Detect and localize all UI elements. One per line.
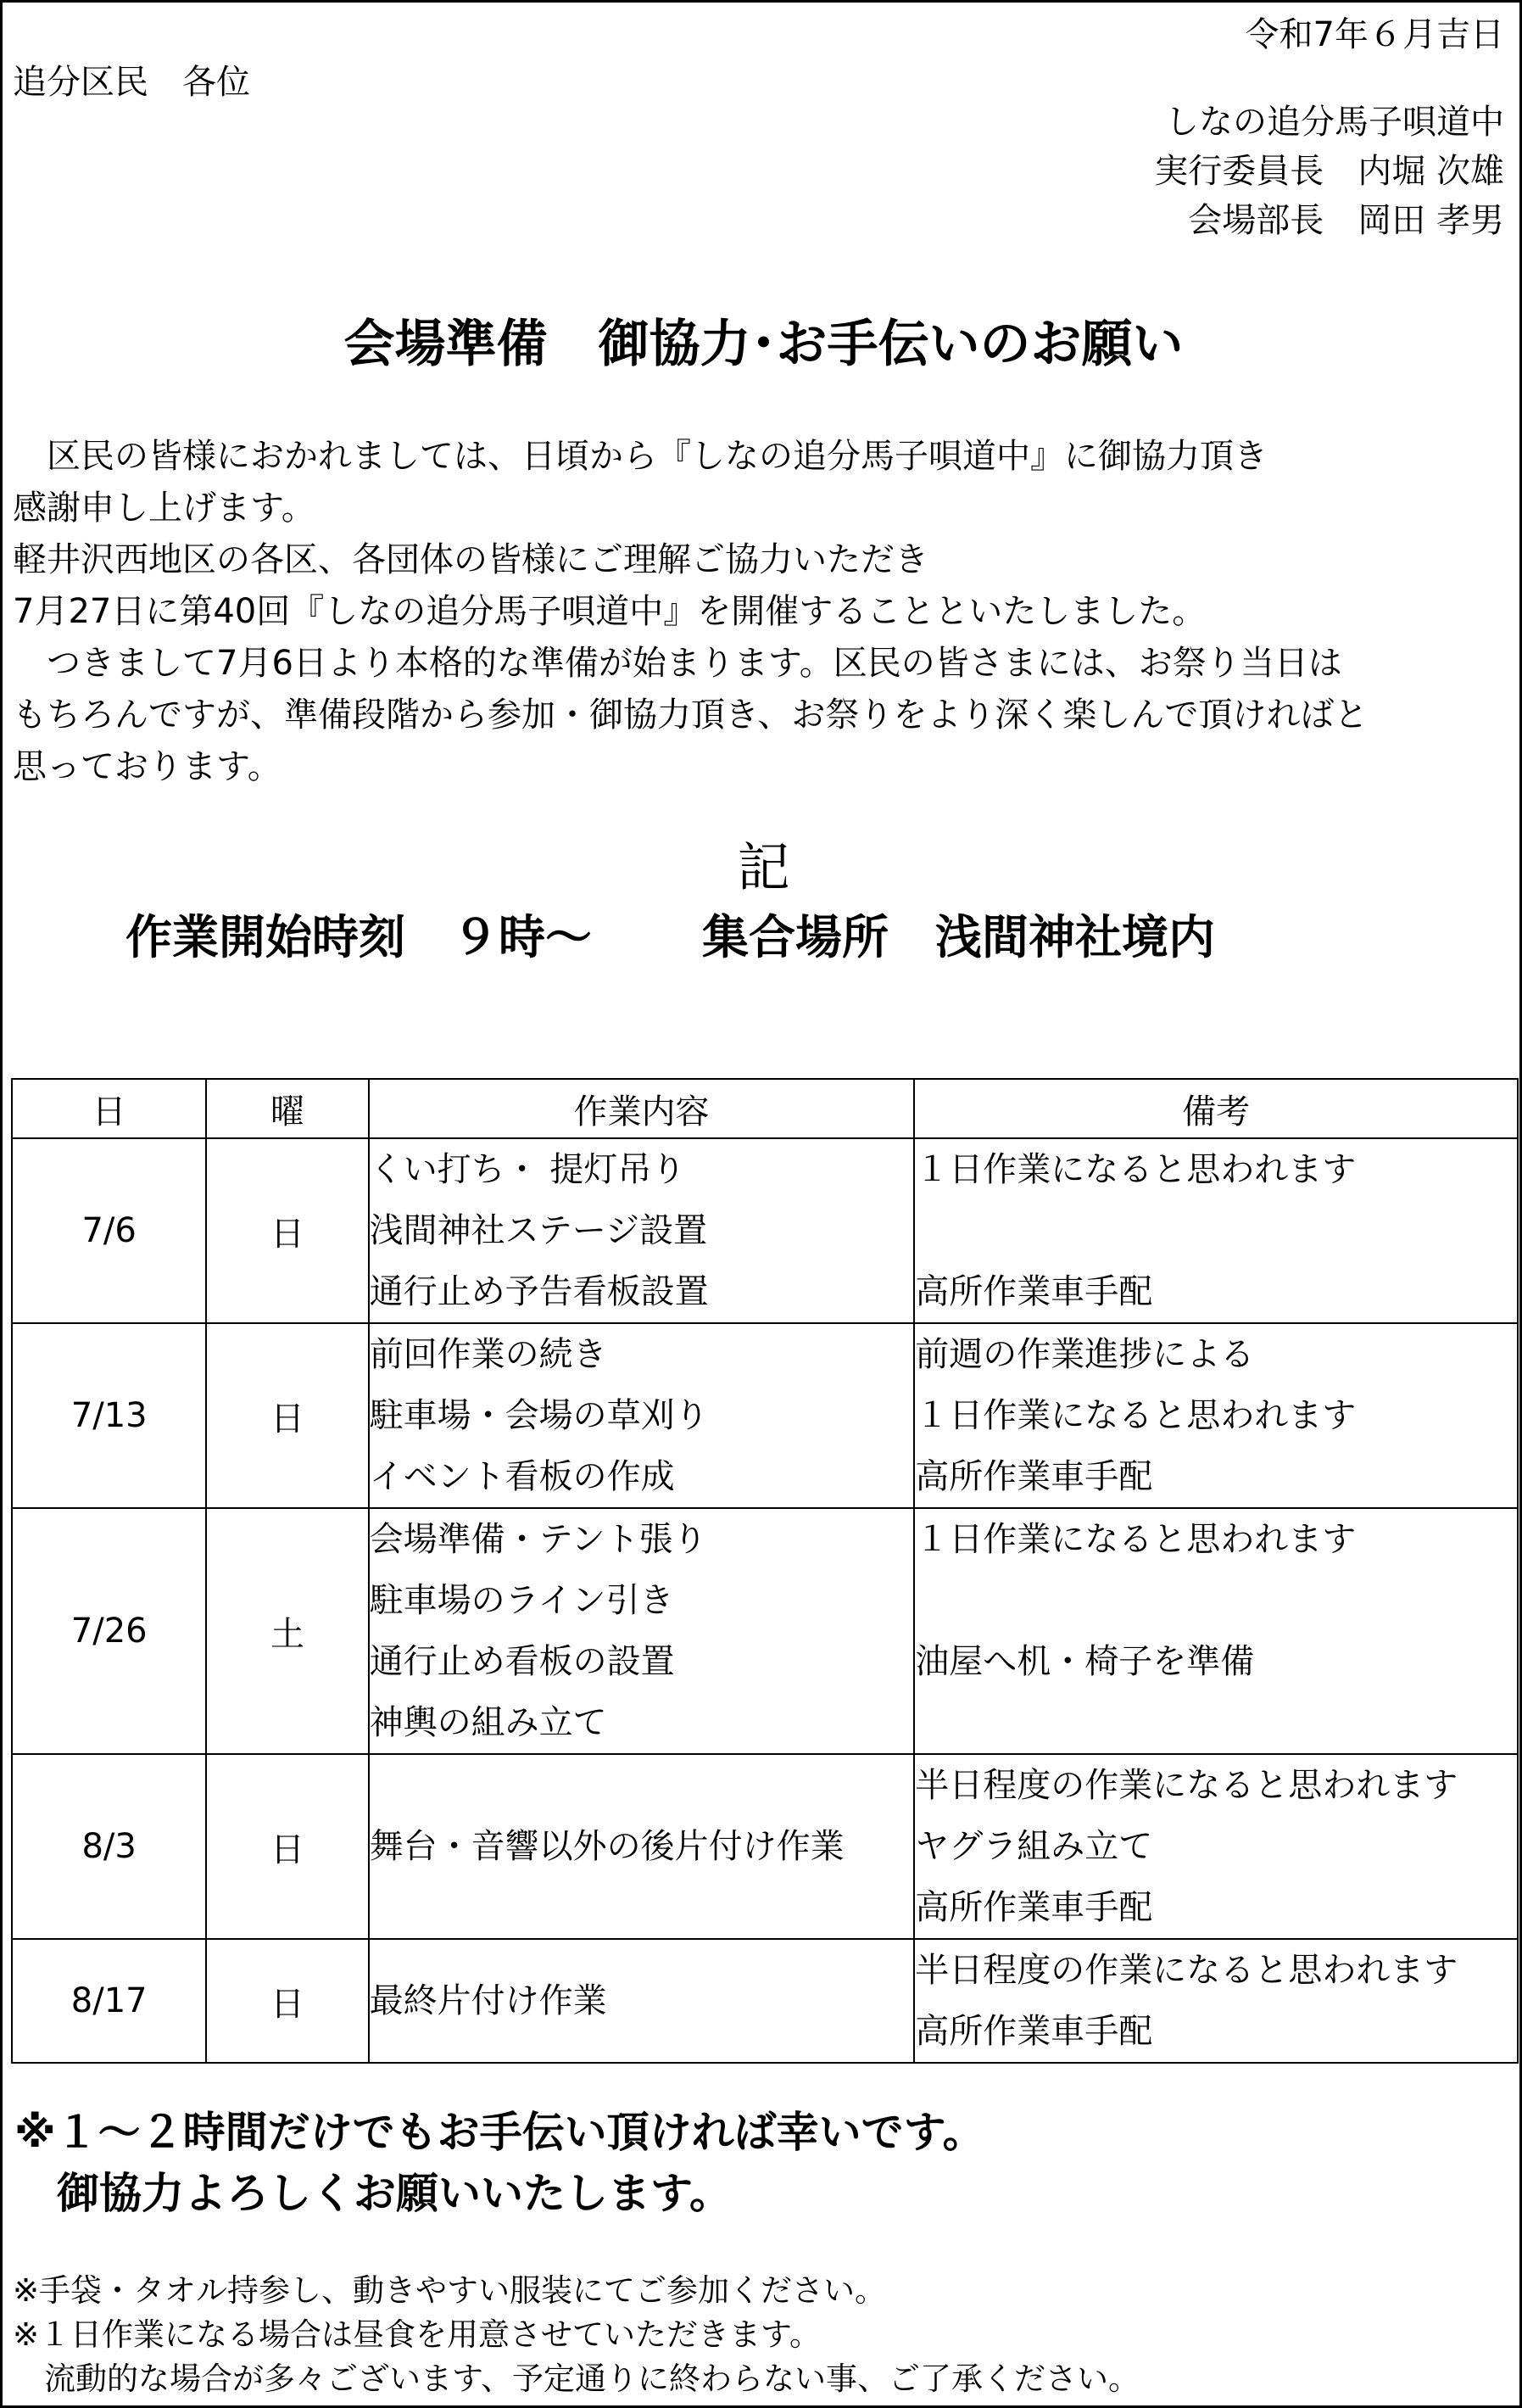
notice-line: 御協力よろしくお願いいたします。 (14, 2169, 732, 2218)
meeting-info (125, 900, 1215, 967)
body-line: 感謝申し上げます。 (13, 489, 315, 528)
task-item (370, 1755, 914, 1816)
table-row (12, 1754, 1518, 1939)
note-item: ヤグラ組み立て (915, 1827, 1153, 1866)
row-tasks (369, 1939, 915, 2063)
table-row (12, 1323, 1518, 1508)
meeting-place: 集合場所 浅間神社境内 (702, 910, 1216, 964)
row-notes (914, 1939, 1518, 2063)
footnote-line: ※手袋・タオル持参し、動きやすい服装にてご参加ください。 (13, 2272, 887, 2309)
row-notes (914, 1323, 1518, 1508)
table-row (12, 1138, 1518, 1323)
start-time: 作業開始時刻 ９時～ (125, 910, 593, 964)
row-notes (914, 1508, 1518, 1754)
note-item: 油屋へ机・椅子を準備 (915, 1642, 1255, 1681)
note-item: 半日程度の作業になると思われます (915, 1766, 1458, 1805)
task-item: 通行止め予告看板設置 (369, 1272, 709, 1311)
task-item: 浅間神社ステージ設置 (369, 1211, 708, 1250)
row-tasks (369, 1754, 915, 1939)
note-item: １日作業になると思われます (915, 1150, 1357, 1189)
note-item: 高所作業車手配 (915, 1272, 1153, 1311)
row-notes (914, 1754, 1518, 1939)
row-day: 日 (206, 1323, 368, 1508)
body-line: もちろんですが、準備段階から参加・御協力頂き、お祭りをより深く楽しんで頂ければと (13, 696, 1369, 735)
table-header-row (12, 1079, 1518, 1138)
row-date: 7/26 (12, 1508, 206, 1754)
footnote-line: ※１日作業になる場合は昼食を用意させていただきます。 (13, 2316, 822, 2353)
note-item: １日作業になると思われます (915, 1520, 1357, 1559)
note-item: 半日程度の作業になると思われます (915, 1951, 1458, 1990)
row-tasks (369, 1323, 915, 1508)
note-item: 高所作業車手配 (915, 2012, 1153, 2051)
row-day: 土 (206, 1508, 368, 1754)
body-line: 区民の皆様におかれましては、日頃から『しなの追分馬子唄道中』に御協力頂き (13, 437, 1268, 476)
body-text (13, 431, 1368, 793)
note-item (915, 1570, 1517, 1631)
note-item: １日作業になると思われます (915, 1396, 1357, 1435)
row-tasks (369, 1138, 915, 1323)
note-item (915, 1692, 1517, 1753)
task-item: イベント看板の作成 (369, 1457, 675, 1496)
body-line: 7月27日に第40回『しなの追分馬子唄道中』を開催することといたしました。 (13, 592, 1207, 631)
task-item: くい打ち・ 提灯吊り (369, 1150, 686, 1189)
note-item (915, 1200, 1517, 1261)
footnotes (13, 2269, 1140, 2401)
task-item: 駐車場・会場の草刈り (369, 1396, 709, 1435)
row-date: 7/6 (12, 1138, 206, 1323)
row-tasks (369, 1508, 915, 1754)
table-row (12, 1939, 1518, 2063)
document-title: 会場準備 御協力･お手伝いのお願い (343, 315, 1184, 374)
request-notice (14, 2102, 985, 2224)
recipient: 追分区民 各位 (13, 63, 250, 102)
header-notes: 備考 (914, 1079, 1518, 1138)
task-item: 前回作業の続き (369, 1335, 607, 1374)
note-item: 前週の作業進捗による (915, 1335, 1255, 1374)
task-item: 神輿の組み立て (369, 1703, 607, 1742)
body-line: 思っております。 (13, 747, 282, 786)
task-item: 会場準備・テント張り (369, 1520, 707, 1559)
sender-chairman: 実行委員長 内堀 次雄 (1154, 152, 1504, 191)
note-item: 高所作業車手配 (915, 1457, 1153, 1496)
note-item: 高所作業車手配 (915, 1888, 1153, 1927)
task-item (370, 1877, 914, 1938)
ki-heading: 記 (737, 836, 790, 898)
notice-line: ※１～２時間だけでもお手伝い頂ければ幸いです。 (14, 2108, 985, 2157)
row-day: 日 (206, 1754, 368, 1939)
task-item: 舞台・音響以外の後片付け作業 (369, 1827, 845, 1866)
footnote-line: 流動的な場合が多々ございます、予定通りに終わらない事、ご了承ください。 (13, 2361, 1140, 2397)
table-row (12, 1508, 1518, 1754)
issue-date: 令和7年６月吉日 (1245, 15, 1504, 54)
sender-block (1154, 98, 1504, 245)
row-day: 日 (206, 1939, 368, 2063)
schedule-table (11, 1078, 1519, 2064)
row-day: 日 (206, 1138, 368, 1323)
row-date: 7/13 (12, 1323, 206, 1508)
task-item: 駐車場のライン引き (369, 1581, 674, 1620)
task-item: 通行止め看板の設置 (369, 1642, 675, 1681)
task-item: 最終片付け作業 (369, 1981, 607, 2020)
row-date: 8/17 (12, 1939, 206, 2063)
header-day: 曜 (206, 1079, 368, 1138)
body-line: つきまして7月6日より本格的な準備が始まります。区民の皆さまには、お祭り当日は (13, 644, 1342, 683)
row-notes (914, 1138, 1518, 1323)
header-tasks: 作業内容 (369, 1079, 915, 1138)
sender-organization: しなの追分馬子唄道中 (1165, 103, 1504, 142)
sender-venue-manager: 会場部長 岡田 孝男 (1188, 201, 1504, 240)
header-date: 日 (12, 1079, 206, 1138)
row-date: 8/3 (12, 1754, 206, 1939)
body-line: 軽井沢西地区の各区、各団体の皆様にご理解ご協力いただき (13, 540, 928, 579)
